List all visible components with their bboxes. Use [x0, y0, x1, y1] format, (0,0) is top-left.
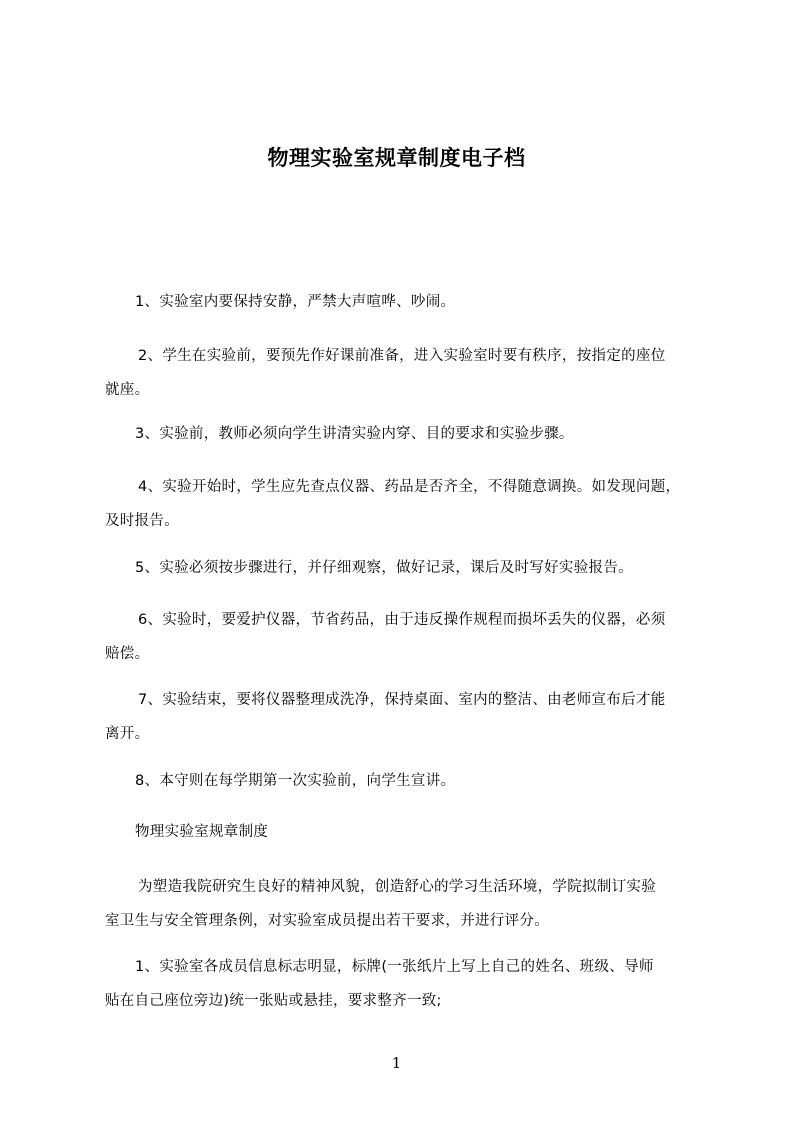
intro-paragraph — [105, 870, 725, 938]
paragraph-line: 为塑造我院研究生良好的精神风貌，创造舒心的学习生活环境，学院拟制订实验 — [138, 879, 656, 895]
paragraph-line: 2、学生在实验前，要预先作好课前准备，进入实验室时要有秩序，按指定的座位 — [138, 348, 666, 364]
paragraph-line: 贴在自己座位旁边)统一张贴或悬挂，要求整齐一致; — [105, 993, 442, 1009]
paragraph-line: 及时报告。 — [105, 513, 179, 529]
paragraph-line: 6、实验时，要爱护仪器，节省药品，由于违反操作规程而损坏丢失的仪器，必须 — [138, 612, 666, 628]
paragraph-line: 1、实验室内要保持安静，严禁大声喧哗、吵闹。 — [135, 294, 456, 310]
paragraph-line: 8、本守则在每学期第一次实验前，向学生宣讲。 — [135, 773, 456, 789]
page-number: 1 — [391, 1054, 402, 1072]
document-title: 物理实验室规章制度电子档 — [267, 146, 526, 170]
paragraph-rule-5 — [105, 551, 725, 585]
paragraph-line: 4、实验开始时，学生应先查点仪器、药品是否齐全，不得随意调换。如发现问题， — [138, 479, 681, 495]
paragraph-rule-1 — [105, 285, 725, 319]
paragraph-line: 就座。 — [105, 382, 150, 398]
paragraph-line: 3、实验前，教师必须向学生讲清实验内穿、目的要求和实验步骤。 — [135, 426, 574, 442]
paragraph-line: 5、实验必须按步骤进行，并仔细观察，做好记录，课后及时写好实验报告。 — [135, 560, 633, 576]
paragraph-line: 1、实验室各成员信息标志明显，标牌(一张纸片上写上自己的姓名、班级、导师 — [135, 959, 654, 975]
paragraph-line: 物理实验室规章制度 — [135, 824, 269, 840]
paragraph-rule-3 — [105, 417, 725, 451]
paragraph-rule-4 — [105, 470, 725, 538]
paragraph-line: 离开。 — [105, 726, 150, 742]
paragraph-line: 7、实验结束，要将仪器整理成洗净，保持桌面、室内的整洁、由老师宣布后才能 — [138, 692, 666, 708]
paragraph-line: 赔偿。 — [105, 646, 150, 662]
paragraph-line: 室卫生与安全管理条例，对实验室成员提出若干要求，并进行评分。 — [105, 913, 549, 929]
section-heading — [105, 815, 725, 849]
paragraph-rule-7 — [105, 683, 725, 751]
management-rule-1 — [105, 950, 725, 1018]
paragraph-rule-2 — [105, 339, 725, 407]
paragraph-rule-6 — [105, 603, 725, 671]
paragraph-rule-8 — [105, 764, 725, 798]
